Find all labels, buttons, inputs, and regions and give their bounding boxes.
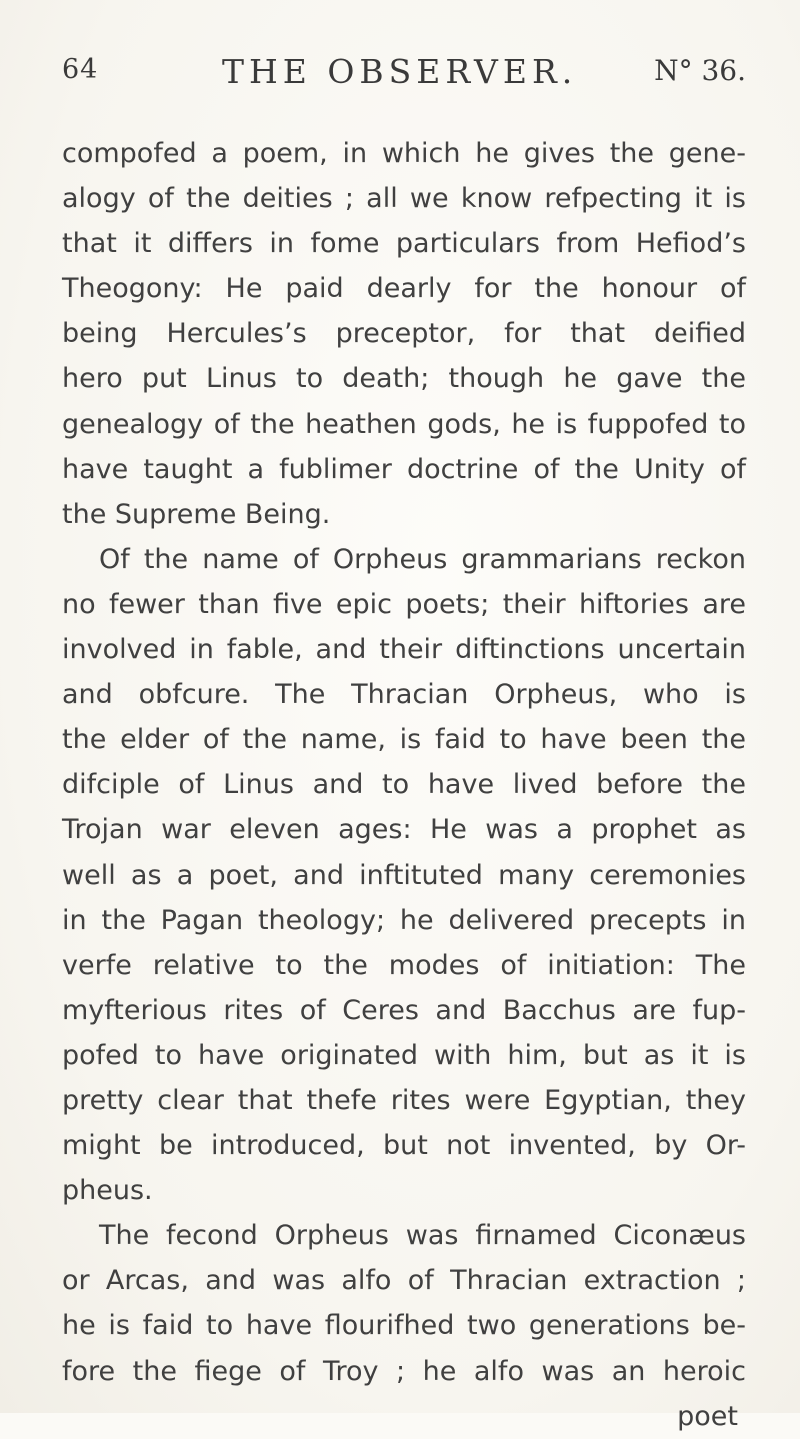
text-line: Trojan war eleven ages: He was a prophet as bbox=[62, 814, 746, 846]
text-line: involved in fable, and their diftinctions uncertain bbox=[62, 634, 746, 666]
issue-number: N° 36. bbox=[654, 54, 746, 87]
text-line: might be introduced, but not invented, by Or- bbox=[62, 1130, 746, 1162]
text-line: pofed to have originated with him, but as it is bbox=[62, 1039, 746, 1071]
text-line: alogy of the deities ; all we know refpecting it is bbox=[62, 183, 746, 215]
text-line: myfterious rites of Ceres and Bacchus are fup- bbox=[62, 994, 746, 1026]
text-line: that it differs in fome particulars from Hefiod’s bbox=[62, 228, 746, 260]
text-line: The fecond Orpheus was firnamed Ciconæus bbox=[99, 1220, 746, 1252]
page-header bbox=[62, 52, 746, 92]
page-number: 64 bbox=[62, 54, 99, 85]
text-line: Theogony: He paid dearly for the honour of bbox=[62, 273, 746, 305]
text-line: he is faid to have flourifhed two generations be- bbox=[62, 1310, 746, 1342]
text-line: and obfcure. The Thracian Orpheus, who is bbox=[62, 679, 746, 711]
text-line: the elder of the name, is faid to have been the bbox=[62, 724, 746, 756]
running-title: THE OBSERVER. bbox=[222, 52, 578, 91]
text-line: compofed a poem, in which he gives the gene- bbox=[62, 138, 746, 169]
body-text bbox=[62, 131, 746, 1439]
text-line: genealogy of the heathen gods, he is fuppofed to bbox=[62, 408, 746, 440]
text-line: have taught a fublimer doctrine of the Unity of bbox=[62, 453, 746, 485]
text-line: being Hercules’s preceptor, for that deified bbox=[62, 318, 746, 350]
text-line: no fewer than five epic poets; their hiftories are bbox=[62, 588, 746, 620]
text-line: or Arcas, and was alfo of Thracian extraction ; bbox=[62, 1265, 746, 1297]
text-line: in the Pagan theology; he delivered precepts in bbox=[62, 904, 746, 936]
text-line: difciple of Linus and to have lived before the bbox=[62, 769, 746, 801]
text-line: hero put Linus to death; though he gave the bbox=[62, 363, 746, 395]
catchword: poet bbox=[677, 1400, 738, 1432]
text-line: pretty clear that thefe rites were Egyptian, they bbox=[62, 1084, 746, 1116]
text-line: Of the name of Orpheus grammarians reckon bbox=[99, 543, 746, 575]
text-line: the Supreme Being. bbox=[62, 498, 331, 530]
text-line: verfe relative to the modes of initiation: The bbox=[62, 949, 746, 981]
text-line: fore the fiege of Troy ; he alfo was an heroic bbox=[62, 1355, 746, 1387]
text-line: pheus. bbox=[62, 1175, 153, 1207]
text-line: well as a poet, and inftituted many ceremonies bbox=[62, 859, 746, 891]
